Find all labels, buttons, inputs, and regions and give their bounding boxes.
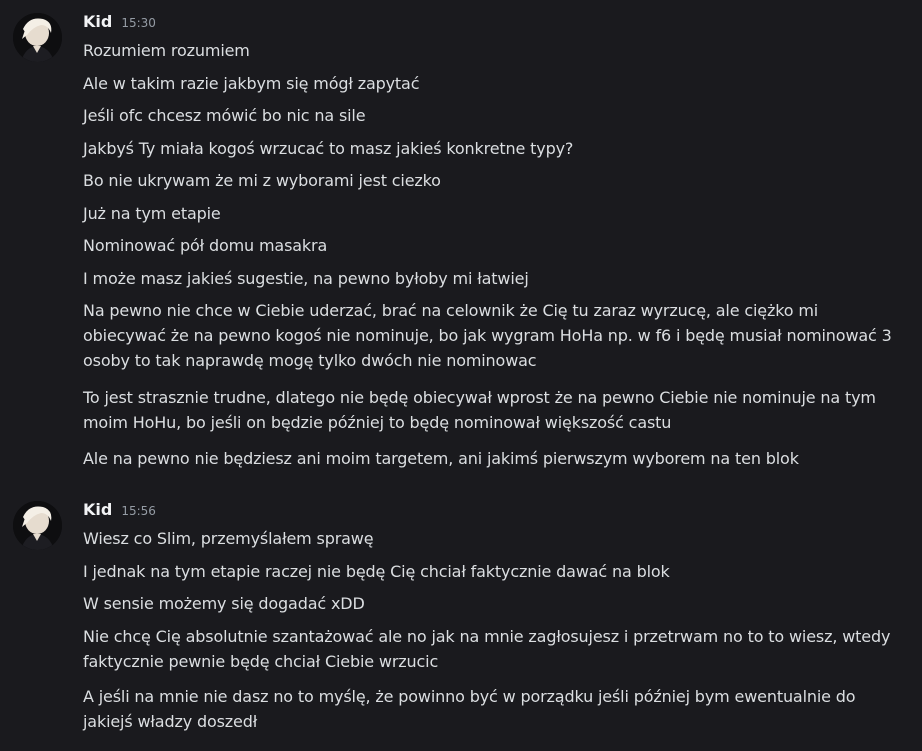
message-header	[83, 500, 156, 522]
author-name[interactable]: Kid	[83, 500, 113, 519]
message-text: I jednak na tym etapie raczej nie będę Cię chciał faktycznie dawać na blok	[83, 562, 670, 581]
avatar[interactable]	[13, 13, 62, 62]
timestamp: 15:30	[121, 16, 156, 30]
message-text: Jeśli ofc chcesz mówić bo nic na sile	[83, 106, 366, 125]
message-text: Nominować pół domu masakra	[83, 236, 328, 255]
message-text: Ale w takim razie jakbym się mógł zapytać	[83, 74, 420, 93]
message-text: Nie chcę Cię absolutnie szantażować ale no jak na mnie zagłosujesz i przetrwam no to to wiesz, wtedy faktycznie pewnie będę chciał Ciebie wrzucic	[83, 627, 891, 671]
avatar-image	[13, 13, 62, 62]
message-text: To jest strasznie trudne, dlatego nie będę obiecywał wprost że na pewno Ciebie nie nominuje na tym moim HoHu, bo jeśli on będzie później to będę nominował większość castu	[83, 388, 876, 432]
message-text: I może masz jakieś sugestie, na pewno byłoby mi łatwiej	[83, 269, 529, 288]
message-text: Wiesz co Slim, przemyślałem sprawę	[83, 529, 374, 548]
message-text: A jeśli na mnie nie dasz no to myślę, że powinno być w porządku jeśli później bym ewentualnie do jakiejś władzy doszedł	[83, 687, 856, 731]
message-text: W sensie możemy się dogadać xDD	[83, 594, 365, 613]
message-text: Na pewno nie chce w Ciebie uderzać, brać na celownik że Cię tu zaraz wyrzucę, ale ciężko mi obiecywać że na pewno kogoś nie nominuje, bo jak wygram HoHa np. w f6 i będę musiał nominować 3 osoby to tak naprawdę mogę tylko dwóch nie nominowac	[83, 301, 892, 370]
timestamp: 15:56	[121, 504, 156, 518]
author-name[interactable]: Kid	[83, 12, 113, 31]
message-text: Rozumiem rozumiem	[83, 41, 250, 60]
message-text: Ale na pewno nie będziesz ani moim targetem, ani jakimś pierwszym wyborem na ten blok	[83, 449, 799, 468]
message-text: Bo nie ukrywam że mi z wyborami jest ciezko	[83, 171, 441, 190]
message-text: Już na tym etapie	[83, 204, 221, 223]
avatar-image	[13, 501, 62, 550]
avatar[interactable]	[13, 501, 62, 550]
message-text: Jakbyś Ty miała kogoś wrzucać to masz jakieś konkretne typy?	[83, 139, 574, 158]
message-header	[83, 12, 156, 34]
